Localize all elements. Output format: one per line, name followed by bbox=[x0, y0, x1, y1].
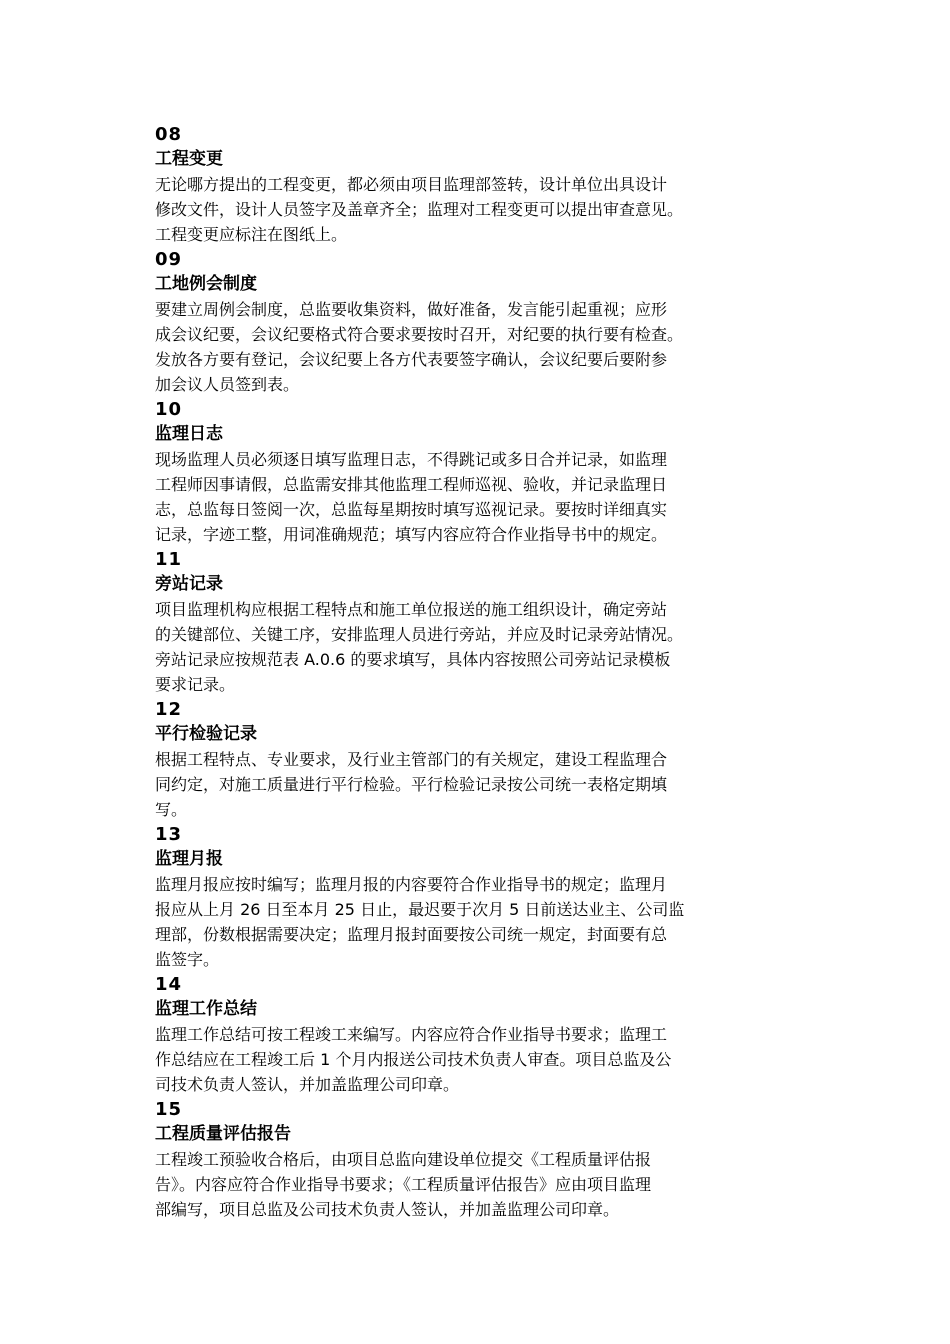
section-body bbox=[155, 1022, 795, 1097]
section-number: 14 bbox=[155, 974, 183, 995]
section-number: 10 bbox=[155, 399, 183, 420]
section-body bbox=[155, 297, 795, 397]
section-title: 平行检验记录 bbox=[155, 724, 257, 744]
section-number: 09 bbox=[155, 249, 183, 270]
body-line: 现场监理人员必须逐日填写监理日志，不得跳记或多日合并记录，如监理 bbox=[155, 450, 668, 469]
section-title: 监理工作总结 bbox=[155, 999, 257, 1019]
body-line: 监签字。 bbox=[155, 950, 220, 969]
body-line: 监理月报应按时编写；监理月报的内容要符合作业指导书的规定；监理月 bbox=[155, 875, 668, 894]
section-0 bbox=[155, 122, 795, 247]
section-title: 工程变更 bbox=[155, 149, 223, 169]
body-line: 司技术负责人签认，并加盖监理公司印章。 bbox=[155, 1075, 460, 1094]
section-number: 08 bbox=[155, 124, 183, 145]
body-line: 部编写，项目总监及公司技术负责人签认，并加盖监理公司印章。 bbox=[155, 1200, 620, 1219]
body-line: 根据工程特点、专业要求，及行业主管部门的有关规定，建设工程监理合 bbox=[155, 750, 668, 769]
body-line: 报应从上月 26 日至本月 25 日止，最迟要于次月 5 日前送达业主、公司监 bbox=[155, 900, 685, 919]
section-body bbox=[155, 597, 795, 697]
section-body bbox=[155, 172, 795, 247]
section-title: 工地例会制度 bbox=[155, 274, 257, 294]
section-title: 工程质量评估报告 bbox=[155, 1124, 291, 1144]
section-title: 监理日志 bbox=[155, 424, 223, 444]
body-line: 告》。内容应符合作业指导书要求；《工程质量评估报告》应由项目监理 bbox=[155, 1175, 652, 1194]
section-number: 12 bbox=[155, 699, 183, 720]
body-line: 写。 bbox=[155, 800, 188, 819]
body-line: 工程师因事请假，总监需安排其他监理工程师巡视、验收，并记录监理日 bbox=[155, 475, 668, 494]
body-line: 的关键部位、关键工序，安排监理人员进行旁站，并应及时记录旁站情况。 bbox=[155, 625, 684, 644]
body-line: 工程竣工预验收合格后，由项目总监向建设单位提交《工程质量评估报 bbox=[155, 1150, 652, 1169]
body-line: 监理工作总结可按工程竣工来编写。内容应符合作业指导书要求；监理工 bbox=[155, 1025, 668, 1044]
body-line: 作总结应在工程竣工后 1 个月内报送公司技术负责人审查。项目总监及公 bbox=[155, 1050, 672, 1069]
document-page bbox=[155, 122, 795, 1222]
body-line: 志，总监每日签阅一次，总监每星期按时填写巡视记录。要按时详细真实 bbox=[155, 500, 668, 519]
section-body bbox=[155, 872, 795, 972]
body-line: 记录，字迹工整，用词准确规范；填写内容应符合作业指导书中的规定。 bbox=[155, 525, 668, 544]
body-line: 要求记录。 bbox=[155, 675, 236, 694]
body-line: 项目监理机构应根据工程特点和施工单位报送的施工组织设计，确定旁站 bbox=[155, 600, 668, 619]
section-number: 15 bbox=[155, 1099, 183, 1120]
section-title: 监理月报 bbox=[155, 849, 223, 869]
section-body bbox=[155, 747, 795, 822]
body-line: 工程变更应标注在图纸上。 bbox=[155, 225, 348, 244]
section-body bbox=[155, 447, 795, 547]
section-2 bbox=[155, 397, 795, 547]
section-5 bbox=[155, 822, 795, 972]
body-line: 无论哪方提出的工程变更，都必须由项目监理部签转，设计单位出具设计 bbox=[155, 175, 668, 194]
section-number: 11 bbox=[155, 549, 183, 570]
body-line: 理部，份数根据需要决定；监理月报封面要按公司统一规定，封面要有总 bbox=[155, 925, 668, 944]
body-line: 同约定，对施工质量进行平行检验。平行检验记录按公司统一表格定期填 bbox=[155, 775, 668, 794]
section-3 bbox=[155, 547, 795, 697]
body-line: 要建立周例会制度，总监要收集资料，做好准备，发言能引起重视；应形 bbox=[155, 300, 668, 319]
body-line: 发放各方要有登记，会议纪要上各方代表要签字确认，会议纪要后要附参 bbox=[155, 350, 668, 369]
section-6 bbox=[155, 972, 795, 1097]
body-line: 旁站记录应按规范表 A.0.6 的要求填写，具体内容按照公司旁站记录模板 bbox=[155, 650, 671, 669]
section-1 bbox=[155, 247, 795, 397]
section-body bbox=[155, 1147, 795, 1222]
body-line: 修改文件，设计人员签字及盖章齐全；监理对工程变更可以提出审查意见。 bbox=[155, 200, 684, 219]
section-4 bbox=[155, 697, 795, 822]
body-line: 成会议纪要，会议纪要格式符合要求要按时召开，对纪要的执行要有检查。 bbox=[155, 325, 684, 344]
section-number: 13 bbox=[155, 824, 183, 845]
body-line: 加会议人员签到表。 bbox=[155, 375, 300, 394]
section-title: 旁站记录 bbox=[155, 574, 223, 594]
section-7 bbox=[155, 1097, 795, 1222]
